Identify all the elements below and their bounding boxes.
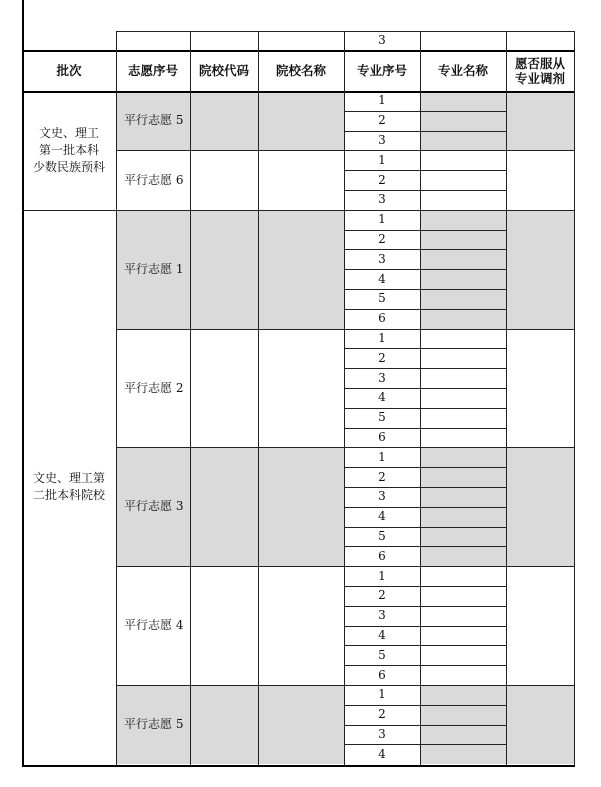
major-number: 5 — [378, 410, 386, 424]
major-number: 2 — [378, 113, 386, 127]
major-number: 1 — [378, 93, 386, 107]
major-number: 1 — [378, 569, 386, 583]
header-school-name: 院校名称 — [275, 63, 326, 78]
shaded-cell — [506, 447, 574, 566]
header-adjust-line1: 愿否服从 — [514, 56, 565, 71]
major-number: 3 — [378, 371, 386, 385]
major-row-divider — [344, 249, 507, 250]
major-number: 2 — [378, 707, 386, 721]
major-number: 2 — [378, 351, 386, 365]
major-number: 4 — [378, 747, 386, 761]
batch-label-line: 文史、理工 — [38, 126, 99, 140]
major-row-divider — [344, 269, 507, 270]
header-preference-number: 志愿序号 — [127, 63, 178, 78]
preference-divider — [116, 150, 575, 151]
major-number: 6 — [378, 668, 386, 682]
major-row-divider — [344, 705, 507, 706]
major-row-divider — [344, 645, 507, 646]
major-number: 3 — [378, 133, 386, 147]
major-number: 3 — [378, 489, 386, 503]
major-number: 5 — [378, 291, 386, 305]
major-row-divider — [344, 230, 507, 231]
major-number: 2 — [378, 232, 386, 246]
column-divider — [190, 31, 191, 50]
major-row-divider — [344, 388, 507, 389]
major-number: 2 — [378, 470, 386, 484]
major-row-divider — [344, 348, 507, 349]
shaded-cell — [506, 91, 574, 150]
batch-label-line: 第一批本科 — [38, 143, 99, 157]
column-divider — [116, 31, 117, 50]
header-major-number: 专业序号 — [356, 63, 407, 78]
major-row-divider — [344, 428, 507, 429]
major-row-divider — [344, 626, 507, 627]
preference-divider — [116, 329, 575, 330]
preference-label: 平行志愿 1 — [124, 262, 184, 276]
major-number: 3 — [378, 192, 386, 206]
preference-divider — [116, 566, 575, 567]
major-row-divider — [344, 368, 507, 369]
major-row-divider — [344, 309, 507, 310]
major-row-divider — [344, 665, 507, 666]
column-divider — [258, 31, 259, 50]
major-row-divider — [344, 408, 507, 409]
preference-divider — [116, 447, 575, 448]
top-row-major-number: 3 — [378, 33, 386, 47]
major-number: 3 — [378, 727, 386, 741]
preference-label: 平行志愿 4 — [124, 618, 184, 632]
preference-label: 平行志愿 3 — [124, 499, 184, 513]
header-school-code: 院校代码 — [198, 63, 249, 78]
major-row-divider — [344, 289, 507, 290]
major-row-divider — [344, 131, 507, 132]
major-number: 6 — [378, 430, 386, 444]
major-row-divider — [344, 507, 507, 508]
major-row-divider — [344, 527, 507, 528]
major-number: 1 — [378, 212, 386, 226]
right-border — [574, 31, 575, 50]
preference-label: 平行志愿 5 — [124, 113, 184, 127]
right-border — [574, 50, 575, 765]
preference-label: 平行志愿 6 — [124, 173, 184, 187]
major-number: 6 — [378, 311, 386, 325]
major-number: 4 — [378, 628, 386, 642]
major-number: 1 — [378, 687, 386, 701]
preference-divider — [116, 210, 575, 211]
major-number: 1 — [378, 450, 386, 464]
major-row-divider — [344, 190, 507, 191]
top-row-border — [116, 31, 575, 32]
preference-divider — [116, 685, 575, 686]
preference-label: 平行志愿 2 — [124, 381, 184, 395]
header-adjust-line2: 专业调剂 — [514, 71, 565, 86]
major-number: 4 — [378, 272, 386, 286]
table-bottom-border — [22, 765, 575, 767]
major-row-divider — [344, 546, 507, 547]
column-divider — [420, 31, 421, 50]
major-row-divider — [344, 111, 507, 112]
batch-divider — [22, 210, 117, 211]
major-row-divider — [344, 586, 507, 587]
column-divider — [190, 50, 191, 765]
header-top-border — [22, 50, 575, 52]
batch-label-line: 少数民族预科 — [32, 160, 105, 174]
major-row-divider — [344, 725, 507, 726]
major-number: 2 — [378, 588, 386, 602]
batch-label-line: 二批本科院校 — [32, 488, 105, 502]
shaded-cell — [506, 685, 574, 764]
major-number: 4 — [378, 509, 386, 523]
major-row-divider — [344, 744, 507, 745]
shaded-cell — [420, 91, 506, 150]
header-major-name: 专业名称 — [437, 63, 488, 78]
preference-label: 平行志愿 5 — [124, 717, 184, 731]
major-row-divider — [344, 467, 507, 468]
batch-label-line: 文史、理工第 — [32, 471, 105, 485]
major-row-divider — [344, 170, 507, 171]
column-divider — [258, 50, 259, 765]
major-number: 5 — [378, 648, 386, 662]
column-divider — [506, 31, 507, 50]
major-number: 4 — [378, 390, 386, 404]
major-number: 2 — [378, 173, 386, 187]
major-number: 1 — [378, 331, 386, 345]
major-row-divider — [344, 487, 507, 488]
major-number: 5 — [378, 529, 386, 543]
shaded-cell — [506, 210, 574, 329]
header-batch: 批次 — [56, 63, 82, 78]
major-number: 3 — [378, 608, 386, 622]
major-number: 3 — [378, 252, 386, 266]
header-bottom-border — [22, 91, 575, 93]
major-number: 1 — [378, 153, 386, 167]
major-row-divider — [344, 606, 507, 607]
column-divider — [116, 50, 117, 765]
major-number: 6 — [378, 549, 386, 563]
left-border — [22, 0, 24, 50]
